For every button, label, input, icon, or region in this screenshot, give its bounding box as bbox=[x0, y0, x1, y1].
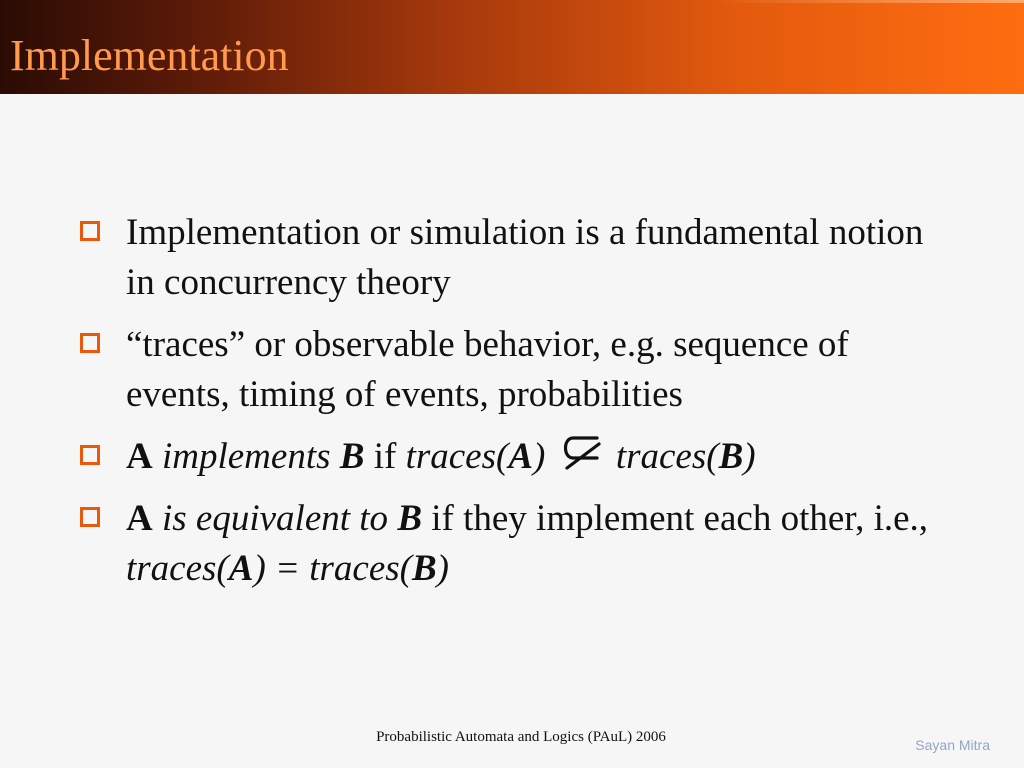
implements-term: implements bbox=[161, 436, 331, 477]
title-bar-accent-line bbox=[0, 0, 1024, 3]
square-bullet-icon bbox=[80, 445, 100, 465]
bullet-text: “traces” or observable behavior, e.g. sequence of events, timing of events, probabilities bbox=[126, 324, 849, 415]
traces-close: ) bbox=[436, 548, 449, 589]
traces-open: traces( bbox=[309, 548, 412, 589]
traces-b-expr bbox=[309, 548, 449, 589]
traces-close: ) bbox=[533, 436, 546, 477]
slide-title: Implementation bbox=[10, 31, 289, 80]
automaton-a: A bbox=[126, 498, 153, 539]
traces-open: traces( bbox=[615, 436, 719, 477]
footer-author: Sayan Mitra bbox=[915, 737, 990, 753]
equals-sign: = bbox=[275, 548, 300, 589]
traces-close: ) bbox=[743, 436, 756, 477]
traces-arg-b: B bbox=[718, 436, 744, 477]
square-bullet-icon bbox=[80, 333, 100, 353]
automaton-b: B bbox=[397, 498, 422, 539]
equivalent-term: is equivalent to bbox=[161, 498, 389, 539]
traces-arg-b: B bbox=[411, 548, 437, 589]
traces-b-expr bbox=[616, 436, 756, 477]
automaton-a: A bbox=[126, 436, 153, 477]
bullet-item-3 bbox=[76, 432, 956, 482]
traces-open: traces( bbox=[126, 548, 229, 589]
if-word: if bbox=[373, 436, 397, 477]
bullet-item-2 bbox=[76, 320, 956, 420]
traces-close: ) bbox=[253, 548, 266, 589]
title-bar bbox=[0, 0, 1024, 94]
subset-or-equal-icon bbox=[559, 434, 603, 474]
footer-course-title: Probabilistic Automata and Logics (PAuL) 2006 bbox=[376, 729, 666, 745]
traces-a-expr bbox=[406, 436, 546, 477]
traces-a-expr bbox=[126, 548, 266, 589]
square-bullet-icon bbox=[80, 507, 100, 527]
bullet-item-4 bbox=[76, 494, 956, 594]
bullet-text-rest: if they implement each other, i.e., bbox=[431, 498, 929, 539]
traces-open: traces( bbox=[405, 436, 509, 477]
traces-arg-a: A bbox=[228, 548, 254, 589]
automaton-b: B bbox=[339, 436, 365, 477]
bullet-list bbox=[76, 208, 956, 606]
bullet-text: Implementation or simulation is a fundamental notion in concurrency theory bbox=[126, 212, 924, 303]
square-bullet-icon bbox=[80, 221, 100, 241]
traces-arg-a: A bbox=[508, 436, 533, 477]
bullet-item-1 bbox=[76, 208, 956, 308]
